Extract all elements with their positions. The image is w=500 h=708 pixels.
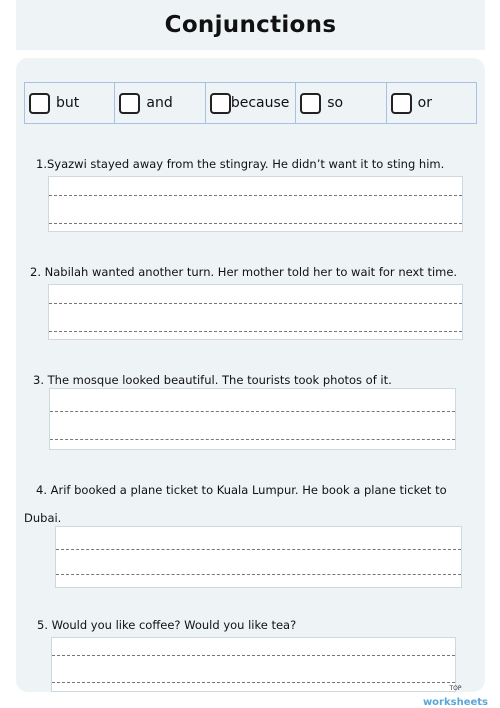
question-5: 5. Would you like coffee? Would you like tea? xyxy=(37,618,297,632)
answer-line xyxy=(56,549,461,550)
checkbox[interactable] xyxy=(119,93,140,114)
word-bank-option[interactable] xyxy=(115,83,205,123)
question-4-continued: Dubai. xyxy=(24,511,62,525)
answer-box-5[interactable] xyxy=(51,637,456,692)
answer-line xyxy=(49,195,462,196)
answer-box-1[interactable] xyxy=(48,176,463,232)
topworksheets-logo xyxy=(423,686,488,708)
answer-box-4[interactable] xyxy=(55,526,462,588)
title-bar xyxy=(16,0,485,50)
logo-brand: worksheets xyxy=(422,697,488,708)
page-title: Conjunctions xyxy=(164,12,337,38)
logo-top: TOP xyxy=(449,685,462,692)
answer-line xyxy=(49,303,462,304)
word-label: because xyxy=(230,95,290,111)
question-3: 3. The mosque looked beautiful. The tourists took photos of it. xyxy=(33,373,392,387)
word-label: so xyxy=(327,95,344,111)
answer-box-3[interactable] xyxy=(49,388,456,450)
answer-line xyxy=(56,574,461,575)
question-4: 4. Arif booked a plane ticket to Kuala Lumpur. He book a plane ticket to xyxy=(36,483,447,497)
answer-line xyxy=(52,655,455,656)
checkbox[interactable] xyxy=(210,93,231,114)
word-bank-option[interactable] xyxy=(296,83,386,123)
answer-line xyxy=(52,682,455,683)
word-bank-option[interactable] xyxy=(25,83,115,123)
answer-line xyxy=(49,331,462,332)
question-1: 1.Syazwi stayed away from the stingray. He didn’t want it to sting him. xyxy=(36,157,445,171)
answer-line xyxy=(50,411,455,412)
checkbox[interactable] xyxy=(29,93,50,114)
word-bank xyxy=(24,82,477,124)
word-label: but xyxy=(56,95,80,111)
checkbox[interactable] xyxy=(300,93,321,114)
word-label: and xyxy=(146,95,173,111)
checkbox[interactable] xyxy=(391,93,412,114)
question-2: 2. Nabilah wanted another turn. Her mother told her to wait for next time. xyxy=(30,265,458,279)
word-bank-option[interactable] xyxy=(206,83,296,123)
answer-box-2[interactable] xyxy=(48,284,463,340)
answer-line xyxy=(50,439,455,440)
answer-line xyxy=(49,223,462,224)
word-label: or xyxy=(417,95,432,111)
word-bank-option[interactable] xyxy=(387,83,476,123)
